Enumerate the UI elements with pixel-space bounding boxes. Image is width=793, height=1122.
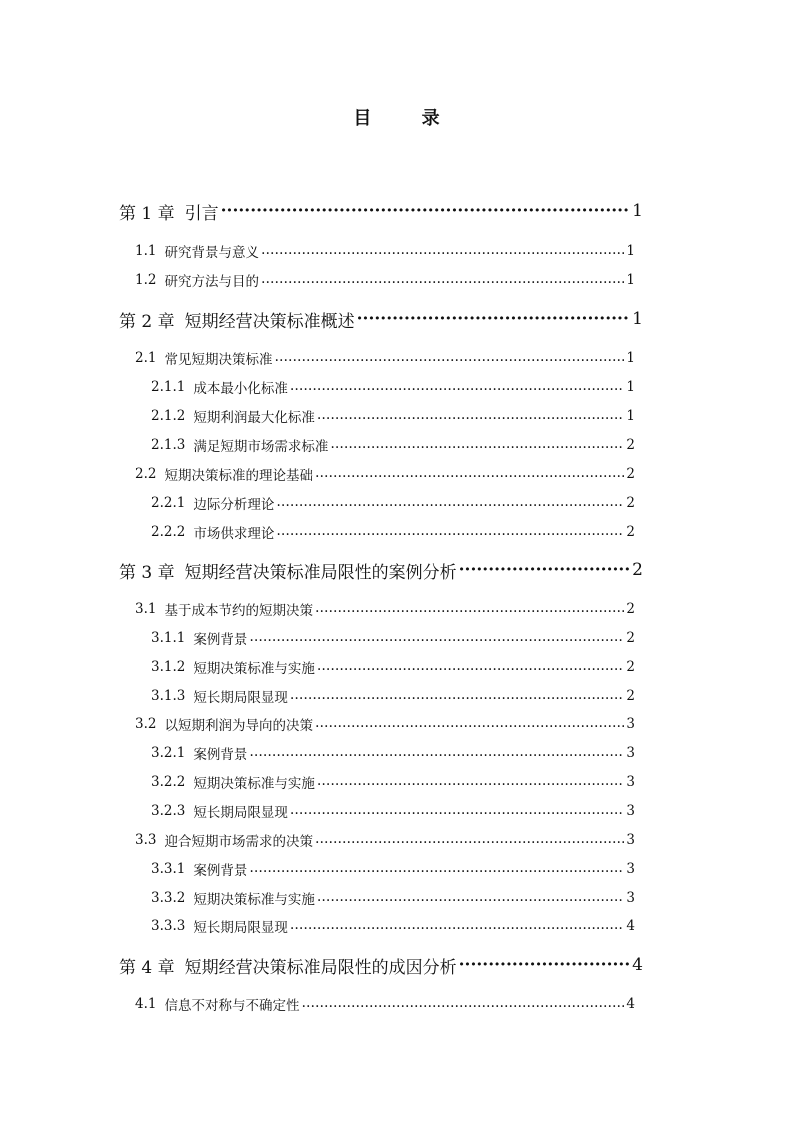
toc-entry-title: 边际分析理论 (193, 497, 275, 513)
toc-chapter-entry[interactable] (119, 953, 643, 977)
toc-entry-number: 3.3.1 (151, 861, 186, 877)
toc-page-number: 1 (626, 272, 635, 288)
toc-dot-leader (317, 891, 625, 905)
toc-chapter-entry[interactable] (119, 307, 643, 331)
toc-dot-leader (221, 203, 631, 220)
toc-page-number: 1 (626, 243, 635, 259)
toc-section-entry[interactable] (135, 992, 635, 1016)
toc-page-number: 2 (626, 630, 635, 646)
toc-dot-leader (317, 409, 625, 423)
toc-entry-number: 3.1.3 (151, 688, 186, 704)
toc-entry-title: 短期利润最大化标准 (193, 410, 315, 426)
toc-page-number: 3 (626, 861, 635, 877)
toc-subsection-entry[interactable] (151, 655, 635, 679)
toc-page-number: 2 (626, 659, 635, 675)
toc-entry-number: 3.3.2 (151, 890, 186, 906)
toc-dot-leader (290, 919, 625, 933)
toc-entry-number: 2.1 (135, 350, 157, 366)
toc-entry-title: 短期经营决策标准局限性的案例分析 (184, 562, 457, 583)
toc-page-number: 2 (626, 437, 635, 453)
toc-subsection-entry[interactable] (151, 404, 635, 428)
toc-subsection-entry[interactable] (151, 741, 635, 765)
toc-page-number: 3 (626, 774, 635, 790)
toc-subsection-entry[interactable] (151, 857, 635, 881)
toc-entry-title: 短期决策标准与实施 (193, 776, 315, 792)
toc-section-entry[interactable] (135, 239, 635, 263)
toc-entry-title: 研究方法与目的 (164, 274, 259, 290)
toc-dot-leader (290, 804, 625, 818)
toc-dot-leader (315, 467, 624, 481)
toc-entry-number: 第 1 章 (119, 203, 175, 224)
toc-entry-number: 第 4 章 (119, 957, 175, 978)
toc-entry-number: 3.2 (135, 716, 157, 732)
toc-section-entry[interactable] (135, 712, 635, 736)
toc-dot-leader (315, 602, 624, 616)
toc-entry-number: 第 2 章 (119, 311, 175, 332)
toc-chapter-entry[interactable] (119, 558, 643, 582)
toc-dot-leader (357, 311, 631, 328)
toc-entry-title: 短期决策标准与实施 (193, 661, 315, 677)
toc-dot-leader (274, 351, 624, 365)
toc-dot-leader (315, 833, 624, 847)
toc-subsection-entry[interactable] (151, 520, 635, 544)
toc-entry-title: 成本最小化标准 (193, 381, 288, 397)
toc-page-number: 3 (626, 803, 635, 819)
toc-dot-leader (261, 273, 624, 287)
toc-entry-number: 3.1.1 (151, 630, 186, 646)
toc-dot-leader (317, 775, 625, 789)
toc-entry-title: 常见短期决策标准 (164, 352, 273, 368)
toc-entry-title: 案例背景 (193, 863, 248, 879)
toc-chapter-entry[interactable] (119, 199, 643, 223)
toc-subsection-entry[interactable] (151, 684, 635, 708)
toc-entry-number: 3.2.3 (151, 803, 186, 819)
toc-subsection-entry[interactable] (151, 433, 635, 457)
toc-page-number: 2 (626, 601, 635, 617)
toc-entry-number: 3.2.1 (151, 745, 186, 761)
toc-subsection-entry[interactable] (151, 886, 635, 910)
toc-entry-number: 第 3 章 (119, 562, 175, 583)
toc-section-entry[interactable] (135, 346, 635, 370)
toc-dot-leader (459, 957, 631, 974)
toc-section-entry[interactable] (135, 462, 635, 486)
toc-subsection-entry[interactable] (151, 375, 635, 399)
toc-subsection-entry[interactable] (151, 770, 635, 794)
toc-entry-number: 2.1.1 (151, 379, 186, 395)
toc-entry-title: 短期决策标准的理论基础 (164, 468, 313, 484)
toc-entry-number: 1.1 (135, 243, 157, 259)
toc-entry-title: 短期经营决策标准局限性的成因分析 (184, 957, 457, 978)
toc-entry-title: 案例背景 (193, 747, 248, 763)
toc-entry-title: 市场供求理论 (193, 526, 275, 542)
toc-entry-number: 1.2 (135, 272, 157, 288)
toc-page-number: 1 (626, 350, 635, 366)
toc-entry-number: 3.3.3 (151, 918, 186, 934)
toc-entry-title: 满足短期市场需求标准 (193, 439, 329, 455)
toc-dot-leader (317, 660, 625, 674)
toc-page-number: 3 (626, 832, 635, 848)
toc-dot-leader (249, 746, 624, 760)
toc-page-number: 1 (626, 408, 635, 424)
toc-entry-number: 4.1 (135, 996, 157, 1012)
toc-page-number: 1 (632, 201, 643, 221)
toc-entry-title: 短长期局限显现 (193, 805, 288, 821)
toc-page-number: 3 (626, 716, 635, 732)
toc-page-number: 4 (632, 955, 643, 975)
toc-dot-leader (276, 496, 624, 510)
toc-section-entry[interactable] (135, 828, 635, 852)
toc-section-entry[interactable] (135, 268, 635, 292)
toc-entry-title: 信息不对称与不确定性 (164, 998, 300, 1014)
toc-entry-title: 迎合短期市场需求的决策 (164, 834, 313, 850)
toc-dot-leader (249, 862, 624, 876)
toc-section-entry[interactable] (135, 597, 635, 621)
toc-entry-title: 案例背景 (193, 632, 248, 648)
toc-entry-number: 2.2 (135, 466, 157, 482)
toc-page-number: 1 (626, 379, 635, 395)
toc-dot-leader (290, 380, 625, 394)
toc-entry-title: 基于成本节约的短期决策 (164, 603, 313, 619)
toc-entry-title: 短期决策标准与实施 (193, 892, 315, 908)
toc-dot-leader (301, 997, 624, 1011)
toc-page-number: 2 (626, 495, 635, 511)
toc-dot-leader (459, 562, 631, 579)
toc-entry-title: 短长期局限显现 (193, 690, 288, 706)
toc-dot-leader (276, 525, 624, 539)
toc-entry-title: 短长期局限显现 (193, 920, 288, 936)
toc-entry-number: 3.1.2 (151, 659, 186, 675)
toc-entry-number: 2.1.2 (151, 408, 186, 424)
toc-dot-leader (290, 689, 625, 703)
toc-subsection-entry[interactable] (151, 799, 635, 823)
toc-entry-number: 2.2.2 (151, 524, 186, 540)
toc-entry-title: 短期经营决策标准概述 (184, 311, 355, 332)
toc-page-number: 2 (626, 688, 635, 704)
toc-title: 目 录 (353, 108, 462, 129)
toc-page-number: 2 (626, 466, 635, 482)
toc-entry-number: 3.3 (135, 832, 157, 848)
toc-dot-leader (249, 631, 624, 645)
toc-page-number: 2 (632, 560, 643, 580)
toc-page-number: 1 (632, 309, 643, 329)
toc-entry-number: 2.1.3 (151, 437, 186, 453)
toc-page-number: 4 (626, 918, 635, 934)
toc-page-number: 3 (626, 890, 635, 906)
toc-page-number: 3 (626, 745, 635, 761)
toc-page-number: 4 (626, 996, 635, 1012)
toc-subsection-entry[interactable] (151, 491, 635, 515)
toc-subsection-entry[interactable] (151, 914, 635, 938)
toc-page-number: 2 (626, 524, 635, 540)
toc-subsection-entry[interactable] (151, 626, 635, 650)
toc-entry-title: 研究背景与意义 (164, 245, 259, 261)
toc-dot-leader (315, 717, 624, 731)
toc-entry-title: 以短期利润为导向的决策 (164, 718, 313, 734)
toc-dot-leader (261, 244, 624, 258)
toc-entry-number: 3.1 (135, 601, 157, 617)
toc-entry-number: 3.2.2 (151, 774, 186, 790)
toc-entry-number: 2.2.1 (151, 495, 186, 511)
toc-dot-leader (330, 438, 624, 452)
toc-entry-title: 引言 (184, 203, 219, 224)
